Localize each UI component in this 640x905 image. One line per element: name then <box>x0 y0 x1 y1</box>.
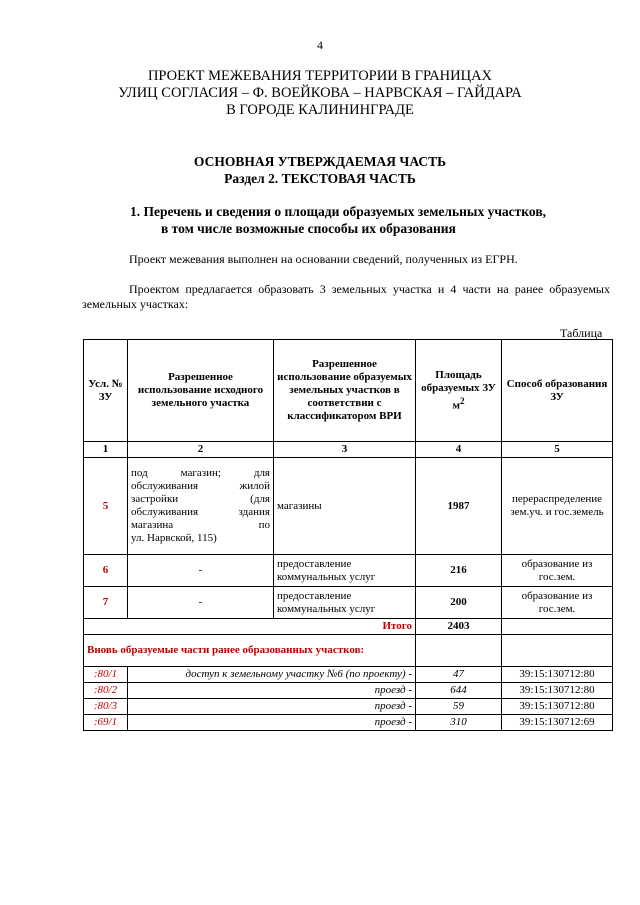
paragraph-1: Проект межевания выполнен на основании сведений, полученных из ЕГРН. <box>129 252 518 266</box>
section-heading: Раздел 2. ТЕКСТОВАЯ ЧАСТЬ <box>224 171 416 186</box>
part-row <box>84 699 613 715</box>
col-number-4: 4 <box>416 442 502 458</box>
plot-number: 7 <box>84 587 128 619</box>
table-header-row <box>84 340 613 442</box>
new-use-cell: магазины <box>274 458 416 555</box>
header-method: Способ образования ЗУ <box>502 340 613 442</box>
document-title <box>0 68 640 119</box>
parts-empty-cell <box>416 635 502 667</box>
title-line-3: В ГОРОДЕ КАЛИНИНГРАДЕ <box>226 102 414 118</box>
part-row <box>84 715 613 731</box>
subsection-heading <box>130 203 620 237</box>
part-number: :69/1 <box>84 715 128 731</box>
part-area: 47 <box>416 667 502 683</box>
part-purpose: проезд - <box>128 683 416 699</box>
part-cadastral: 39:15:130712:80 <box>502 683 613 699</box>
part-area: 310 <box>416 715 502 731</box>
title-line-1: ПРОЕКТ МЕЖЕВАНИЯ ТЕРРИТОРИИ В ГРАНИЦАХ <box>147 68 493 84</box>
total-row <box>84 619 613 635</box>
total-value: 2403 <box>416 619 502 635</box>
subsection-line-2: в том числе возможные способы их образования <box>161 221 456 236</box>
parts-heading: Вновь образуемые части ранее образованных участков: <box>84 635 416 667</box>
col-number-1: 1 <box>84 442 128 458</box>
method-cell: перераспределение зем.уч. и гос.земель <box>502 458 613 555</box>
part-area: 644 <box>416 683 502 699</box>
table-row <box>84 587 613 619</box>
title-line-2: УЛИЦ СОГЛАСИЯ – Ф. ВОЕЙКОВА – НАРВСКАЯ – ГАЙДАРА <box>118 85 522 101</box>
total-label: Итого <box>84 619 416 635</box>
table-row <box>84 555 613 587</box>
header-area: Площадь образуемых ЗУ $м^2$ <box>416 340 502 442</box>
source-use-cell: - <box>128 587 274 619</box>
method-cell: образование из гос.зем. <box>502 555 613 587</box>
parts-heading-row <box>84 635 613 667</box>
part-purpose: проезд - <box>128 715 416 731</box>
part-area: 59 <box>416 699 502 715</box>
header-num: Усл. № ЗУ <box>84 340 128 442</box>
table-label: Таблица <box>560 326 603 340</box>
method-cell: образование из гос.зем. <box>502 587 613 619</box>
area-cell: 200 <box>416 587 502 619</box>
table-row <box>84 458 613 555</box>
col-number-2: 2 <box>128 442 274 458</box>
area-cell: 1987 <box>416 458 502 555</box>
page-number: 4 <box>317 38 323 52</box>
land-plots-table <box>83 339 613 731</box>
area-cell: 216 <box>416 555 502 587</box>
new-use-cell: предоставление коммунальных услуг <box>274 555 416 587</box>
subsection-line-1: 1. Перечень и сведения о площади образуемых земельных участков, <box>130 204 546 219</box>
plot-number: 5 <box>84 458 128 555</box>
parts-empty-cell <box>502 635 613 667</box>
part-number: :80/2 <box>84 683 128 699</box>
header-area-sup: 2 <box>459 395 465 406</box>
part-cadastral: 39:15:130712:80 <box>502 667 613 683</box>
main-heading-block <box>0 153 640 187</box>
column-number-row <box>84 442 613 458</box>
part-purpose: доступ к земельному участку №6 (по проекту) - <box>128 667 416 683</box>
col-number-5: 5 <box>502 442 613 458</box>
source-use-cell: - <box>128 555 274 587</box>
plot-number: 6 <box>84 555 128 587</box>
new-use-cell: предоставление коммунальных услуг <box>274 587 416 619</box>
source-use-cell: под магазин; для обслуживания жилой застройки (для обслуживания здания магазина по ул. Нарвской, 115) <box>128 458 274 555</box>
part-number: :80/1 <box>84 667 128 683</box>
part-purpose: проезд - <box>128 699 416 715</box>
header-source-use: Разрешенное использование исходного земельного участка <box>128 340 274 442</box>
main-heading: ОСНОВНАЯ УТВЕРЖДАЕМАЯ ЧАСТЬ <box>193 154 447 169</box>
part-number: :80/3 <box>84 699 128 715</box>
col-number-3: 3 <box>274 442 416 458</box>
paragraph-2: Проектом предлагается образовать 3 земельных участка и 4 части на ранее образуемых земельных участках: <box>82 282 610 311</box>
part-cadastral: 39:15:130712:80 <box>502 699 613 715</box>
part-cadastral: 39:15:130712:69 <box>502 715 613 731</box>
total-empty-cell <box>502 619 613 635</box>
header-new-use: Разрешенное использование образуемых земельных участков в соответствии с классификатором ВРИ <box>274 340 416 442</box>
part-row <box>84 667 613 683</box>
part-row <box>84 683 613 699</box>
